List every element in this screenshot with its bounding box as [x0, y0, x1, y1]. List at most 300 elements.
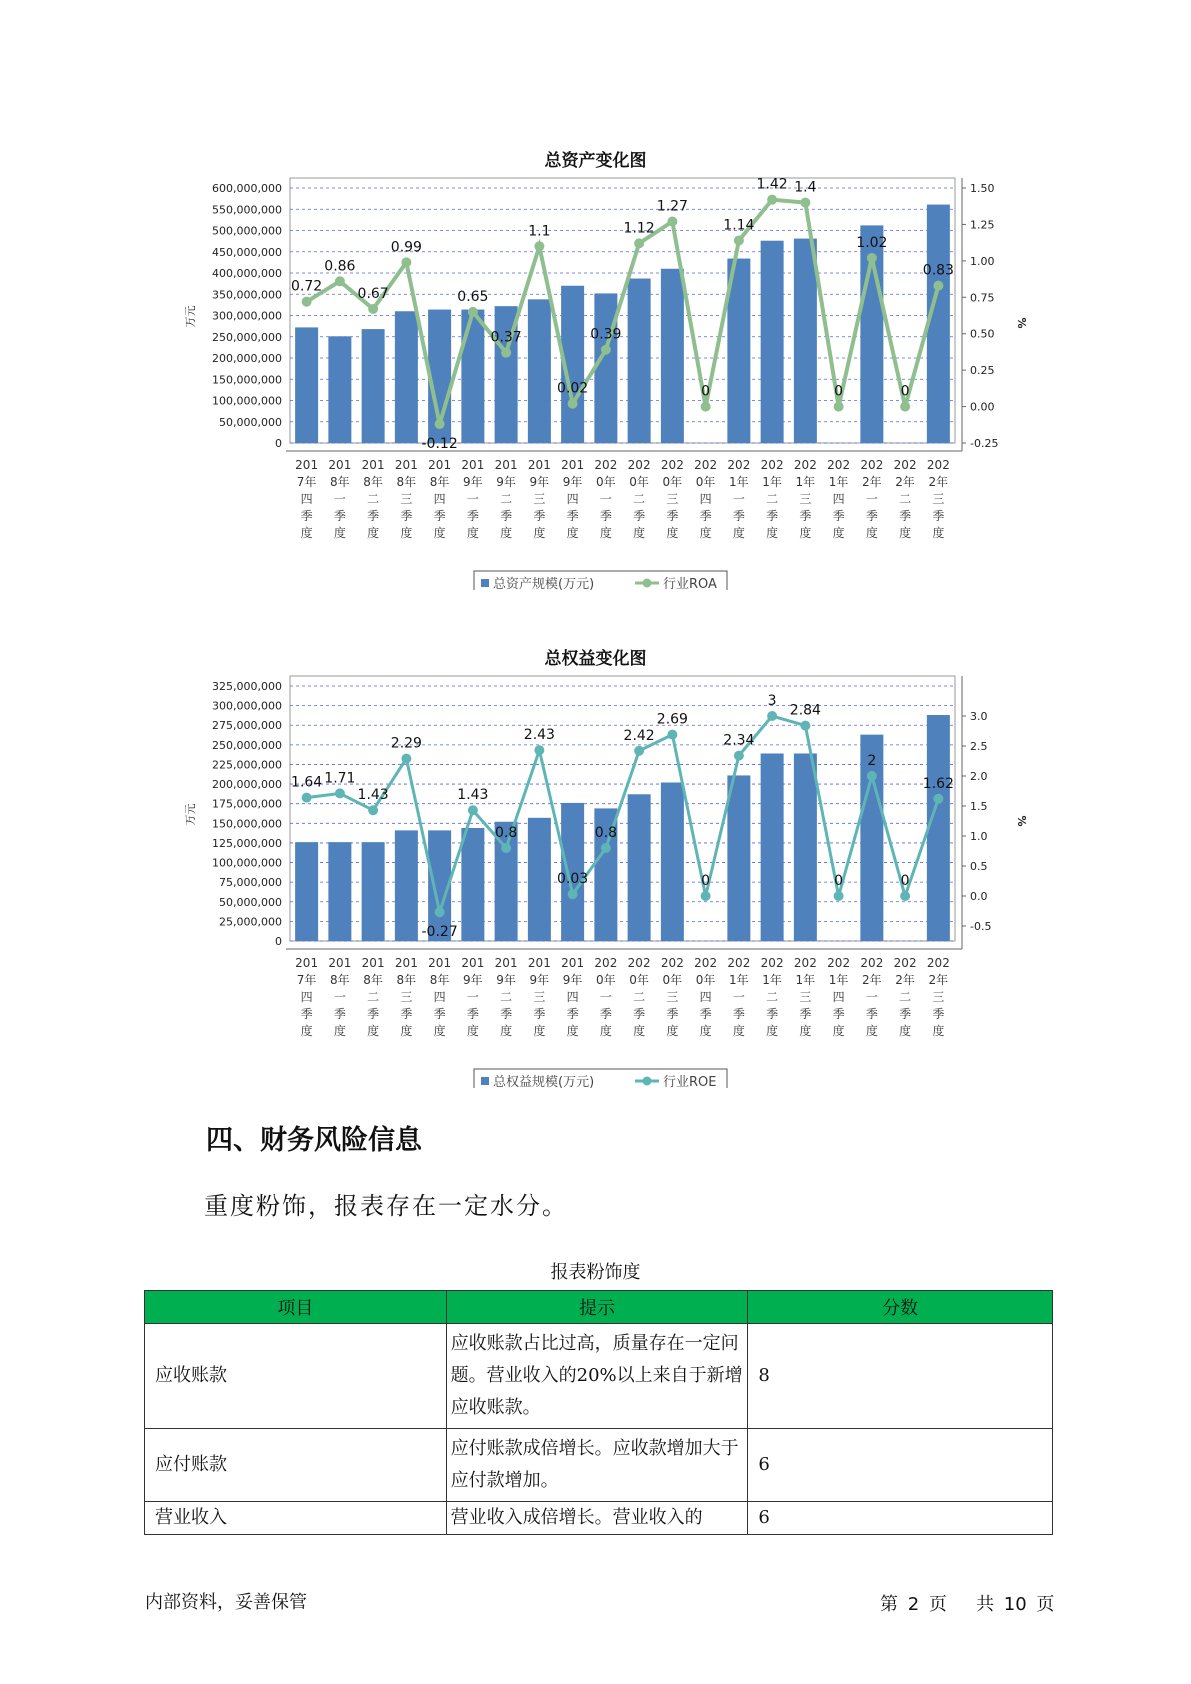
x-tick-label: 季: [732, 509, 745, 523]
data-label: 1.4: [794, 179, 817, 196]
x-tick-label: 三: [666, 492, 679, 506]
x-tick-label: 度: [433, 1024, 446, 1038]
x-tick-label: 季: [433, 509, 446, 523]
x-tick-label: 度: [865, 1024, 878, 1038]
bar: [628, 279, 651, 443]
y2-tick-label: 1.00: [970, 254, 995, 268]
x-tick-label: 202: [860, 458, 884, 472]
data-label: 2.84: [789, 702, 821, 719]
x-tick-label: 一: [732, 492, 745, 506]
x-tick-label: 202: [893, 458, 917, 472]
equity-chart: [0, 668, 1191, 1088]
x-tick-label: 201: [527, 458, 551, 472]
plot-frame: [290, 676, 955, 941]
x-tick-label: 1年: [762, 973, 782, 987]
row-item: 应收账款: [145, 1324, 447, 1429]
row-item: 营业收入: [145, 1502, 447, 1535]
x-tick-label: 季: [466, 509, 479, 523]
series-point: [435, 907, 445, 917]
x-tick-label: 度: [865, 526, 878, 540]
y2-tick-label: 0.25: [970, 364, 995, 378]
series-point: [368, 805, 378, 815]
x-tick-label: 一: [599, 492, 612, 506]
legend-swatch-bar: [481, 579, 489, 587]
x-tick-label: 一: [466, 990, 479, 1004]
x-tick-label: 度: [533, 526, 546, 540]
series-point: [568, 889, 578, 899]
series-point: [601, 345, 611, 355]
x-tick-label: 8年: [396, 475, 417, 489]
x-tick-label: 度: [400, 526, 413, 540]
bar: [628, 794, 651, 941]
x-tick-label: 201: [461, 956, 485, 970]
x-tick-label: 度: [599, 526, 612, 540]
x-tick-label: 度: [566, 526, 579, 540]
x-tick-label: 2年: [928, 475, 949, 489]
x-tick-label: 度: [367, 526, 380, 540]
series-point: [867, 771, 877, 781]
x-tick-label: 四: [699, 990, 712, 1004]
x-tick-label: 二: [500, 492, 513, 506]
x-tick-label: 202: [627, 458, 651, 472]
x-tick-label: 四: [300, 492, 313, 506]
y-tick-label: 50,000,000: [219, 895, 282, 909]
x-tick-label: 四: [566, 990, 579, 1004]
series-point: [568, 399, 578, 409]
y2-axis-label: %: [1015, 317, 1028, 329]
section-paragraph: 重度粉饰，报表存在一定水分。: [204, 1192, 568, 1220]
series-point: [867, 253, 877, 263]
x-tick-label: 三: [533, 492, 546, 506]
x-tick-label: 202: [827, 458, 851, 472]
y-tick-label: 450,000,000: [212, 245, 282, 259]
x-tick-label: 二: [633, 990, 646, 1004]
x-tick-label: 度: [500, 1024, 513, 1038]
x-tick-label: 季: [832, 509, 845, 523]
x-tick-label: 季: [300, 509, 313, 523]
x-tick-label: 季: [766, 1007, 779, 1021]
x-tick-label: 二: [899, 990, 912, 1004]
data-label: 0.8: [494, 825, 518, 841]
data-label: 2.34: [723, 732, 755, 749]
x-tick-label: 度: [367, 1024, 380, 1038]
x-tick-label: 7年: [296, 475, 317, 489]
y-tick-label: 25,000,000: [219, 915, 282, 929]
x-tick-label: 季: [633, 1007, 646, 1021]
series-point: [900, 402, 910, 412]
x-tick-label: 8年: [396, 973, 417, 987]
x-tick-label: 度: [732, 526, 745, 540]
data-label: 1.27: [656, 198, 688, 215]
y2-tick-label: 0.0: [970, 890, 988, 903]
header-score: 分数: [748, 1291, 1053, 1324]
x-tick-label: 度: [466, 526, 479, 540]
bar: [295, 327, 318, 443]
y-tick-label: 225,000,000: [212, 758, 282, 772]
x-tick-label: 三: [799, 492, 812, 506]
x-tick-label: 201: [361, 956, 385, 970]
x-tick-label: 2年: [895, 475, 915, 489]
x-tick-label: 202: [694, 458, 718, 472]
bar: [927, 715, 950, 941]
x-tick-label: 202: [660, 458, 684, 472]
series-point: [468, 307, 478, 317]
data-label: 0.02: [557, 380, 589, 397]
header-item: 项目: [145, 1291, 447, 1324]
series-point: [734, 751, 744, 761]
y-tick-label: 250,000,000: [212, 330, 282, 344]
x-tick-label: 季: [566, 509, 579, 523]
x-tick-label: 三: [799, 990, 812, 1004]
x-tick-label: 0年: [629, 973, 649, 987]
x-tick-label: 四: [699, 492, 712, 506]
x-tick-label: 0年: [596, 973, 616, 987]
x-tick-label: 季: [599, 1007, 612, 1021]
bar: [395, 311, 418, 443]
x-tick-label: 季: [300, 1007, 313, 1021]
x-tick-label: 季: [367, 509, 380, 523]
y-tick-label: 325,000,000: [212, 680, 282, 693]
bar: [295, 842, 318, 941]
x-tick-label: 季: [633, 509, 646, 523]
x-tick-label: 8年: [330, 475, 350, 489]
y-tick-label: 0: [275, 437, 282, 450]
x-tick-label: 9年: [562, 973, 583, 987]
row-hint: 应收账款占比过高，质量存在一定问题。营业收入的20%以上来自于新增应收账款。: [446, 1324, 748, 1429]
x-tick-label: 1年: [795, 475, 816, 489]
x-tick-label: 201: [494, 458, 518, 472]
x-tick-label: 二: [500, 990, 513, 1004]
legend-swatch-bar: [481, 1077, 489, 1085]
x-tick-label: 季: [699, 1007, 712, 1021]
y-tick-label: 550,000,000: [212, 203, 282, 217]
series-point: [601, 843, 611, 853]
x-tick-label: 季: [732, 1007, 745, 1021]
x-tick-label: 9年: [496, 475, 516, 489]
x-tick-label: 一: [865, 492, 878, 506]
x-tick-label: 2年: [928, 973, 949, 987]
x-tick-label: 一: [865, 990, 878, 1004]
x-tick-label: 度: [300, 526, 313, 540]
x-tick-label: 201: [295, 956, 319, 970]
x-tick-label: 201: [361, 458, 385, 472]
x-tick-label: 度: [766, 1024, 779, 1038]
series-point: [335, 788, 345, 798]
x-tick-label: 2年: [895, 973, 915, 987]
series-point: [734, 235, 744, 245]
x-tick-label: 二: [633, 492, 646, 506]
x-tick-label: 二: [899, 492, 912, 506]
series-point: [701, 891, 711, 901]
x-tick-label: 202: [694, 956, 718, 970]
bar: [661, 269, 684, 443]
x-tick-label: 1年: [828, 475, 849, 489]
x-tick-label: 三: [932, 492, 945, 506]
x-tick-label: 202: [660, 956, 684, 970]
y-tick-label: 100,000,000: [212, 394, 282, 408]
series-point: [401, 754, 411, 764]
bar: [362, 842, 385, 941]
x-tick-label: 季: [799, 1007, 812, 1021]
x-tick-label: 2年: [862, 973, 882, 987]
bar: [794, 239, 817, 443]
x-tick-label: 一: [732, 990, 745, 1004]
x-tick-label: 三: [666, 990, 679, 1004]
x-tick-label: 季: [799, 509, 812, 523]
row-score: 6: [748, 1502, 1053, 1535]
data-label: 0.83: [922, 262, 954, 279]
data-label: 1.62: [922, 775, 954, 792]
x-tick-label: 8年: [429, 475, 450, 489]
data-label: 0: [834, 383, 844, 400]
bar: [328, 842, 351, 941]
data-label: 1.12: [623, 220, 655, 237]
x-tick-label: 202: [893, 956, 917, 970]
data-label: 1.43: [457, 787, 489, 804]
x-tick-label: 0年: [662, 475, 683, 489]
x-tick-label: 季: [932, 509, 945, 523]
x-tick-label: 2年: [862, 475, 882, 489]
assets-chart: [0, 170, 1191, 590]
y-tick-label: 400,000,000: [212, 267, 282, 280]
row-hint: 营业收入成倍增长。营业收入的: [446, 1502, 748, 1535]
row-score: 6: [748, 1429, 1053, 1502]
x-tick-label: 四: [566, 492, 579, 506]
x-tick-label: 201: [328, 458, 352, 472]
x-tick-label: 202: [594, 956, 618, 970]
x-tick-label: 201: [561, 458, 585, 472]
bar: [528, 299, 551, 443]
series-point: [834, 891, 844, 901]
x-tick-label: 度: [832, 526, 845, 540]
data-label: 0.03: [557, 871, 589, 888]
data-label: 0.37: [490, 329, 522, 346]
x-tick-label: 7年: [296, 973, 317, 987]
footer-page: 第 2 页: [880, 1594, 947, 1615]
x-tick-label: 9年: [562, 475, 583, 489]
x-tick-label: 9年: [529, 475, 550, 489]
data-label: 1.1: [528, 223, 551, 240]
plot-frame: [290, 178, 955, 443]
x-tick-label: 季: [932, 1007, 945, 1021]
risk-table: [144, 1290, 1053, 1535]
x-tick-label: 9年: [463, 973, 483, 987]
x-tick-label: 季: [865, 1007, 878, 1021]
series-point: [534, 241, 544, 251]
x-tick-label: 0年: [629, 475, 649, 489]
y-tick-label: 300,000,000: [212, 309, 282, 323]
x-tick-label: 度: [932, 526, 945, 540]
y-tick-label: 600,000,000: [212, 182, 282, 195]
data-label: 1.02: [856, 234, 888, 251]
x-tick-label: 202: [760, 956, 784, 970]
x-tick-label: 季: [500, 509, 513, 523]
x-tick-label: 季: [666, 1007, 679, 1021]
series-point: [435, 419, 445, 429]
x-tick-label: 202: [760, 458, 784, 472]
x-tick-label: 四: [433, 990, 446, 1004]
data-label: 1.43: [357, 787, 389, 804]
legend-label-line: 行业ROE: [663, 1075, 717, 1088]
x-tick-label: 202: [594, 458, 618, 472]
x-tick-label: 度: [300, 1024, 313, 1038]
x-tick-label: 9年: [496, 973, 516, 987]
x-tick-label: 8年: [363, 973, 383, 987]
chart-title-equity: 总权益变化图: [544, 649, 647, 669]
x-tick-label: 度: [333, 526, 346, 540]
data-label: 0: [834, 873, 844, 889]
x-tick-label: 季: [899, 1007, 912, 1021]
x-tick-label: 度: [799, 1024, 812, 1038]
series-point: [667, 730, 677, 740]
bar: [328, 336, 351, 443]
series-point: [900, 891, 910, 901]
series-point: [335, 276, 345, 286]
series-point: [767, 195, 777, 205]
row-score: 8: [748, 1324, 1053, 1429]
x-tick-label: 季: [400, 509, 413, 523]
x-tick-label: 度: [333, 1024, 346, 1038]
bar: [395, 830, 418, 941]
x-tick-label: 1年: [762, 475, 782, 489]
series-point: [767, 711, 777, 721]
x-tick-label: 度: [699, 1024, 712, 1038]
y-axis-label: 万元: [184, 305, 197, 328]
bar: [761, 753, 784, 941]
x-tick-label: 度: [932, 1024, 945, 1038]
x-tick-label: 度: [500, 526, 513, 540]
data-label: 1.64: [291, 774, 323, 791]
x-tick-label: 四: [832, 492, 845, 506]
data-label: 1.71: [324, 770, 356, 787]
x-tick-label: 三: [533, 990, 546, 1004]
y2-axis-label: %: [1015, 815, 1028, 827]
x-tick-label: 202: [827, 956, 851, 970]
x-tick-label: 202: [627, 956, 651, 970]
data-label: 1.42: [756, 176, 788, 193]
series-point: [800, 721, 810, 731]
y2-tick-label: 0.00: [970, 400, 995, 414]
x-tick-label: 度: [566, 1024, 579, 1038]
y-tick-label: 275,000,000: [212, 719, 282, 733]
y-tick-label: 200,000,000: [212, 778, 282, 792]
y-tick-label: 0: [275, 935, 282, 948]
x-tick-label: 8年: [330, 973, 350, 987]
data-label: 2: [867, 753, 877, 769]
x-tick-label: 0年: [695, 973, 716, 987]
data-label: 2.43: [523, 727, 555, 744]
x-tick-label: 季: [400, 1007, 413, 1021]
data-label: 2.69: [656, 711, 688, 728]
x-tick-label: 季: [533, 509, 546, 523]
series-point: [634, 746, 644, 756]
footer-page-number: [880, 1590, 1054, 1616]
bar: [727, 775, 750, 941]
x-tick-label: 季: [466, 1007, 479, 1021]
x-tick-label: 季: [666, 509, 679, 523]
x-tick-label: 1年: [795, 973, 816, 987]
series-point: [468, 805, 478, 815]
x-tick-label: 202: [793, 458, 817, 472]
x-tick-label: 度: [732, 1024, 745, 1038]
y2-tick-label: 2.5: [970, 740, 988, 753]
y2-tick-label: 1.25: [970, 218, 995, 232]
x-tick-label: 季: [599, 509, 612, 523]
x-tick-label: 季: [566, 1007, 579, 1021]
y-tick-label: 175,000,000: [212, 797, 282, 811]
y-tick-label: 125,000,000: [212, 836, 282, 850]
table-row: [145, 1429, 1053, 1502]
table-caption: 报表粉饰度: [550, 1262, 641, 1283]
y2-tick-label: 1.50: [970, 182, 995, 195]
x-tick-label: 二: [367, 990, 380, 1004]
legend-label-line: 行业ROA: [663, 577, 717, 590]
bar: [927, 205, 950, 443]
y-tick-label: 150,000,000: [212, 373, 282, 387]
series-point: [933, 281, 943, 291]
y2-tick-label: 2.0: [970, 770, 988, 783]
bar: [794, 753, 817, 941]
y2-tick-label: -0.5: [970, 920, 992, 933]
series-point: [501, 843, 511, 853]
x-tick-label: 9年: [529, 973, 550, 987]
data-label: -0.12: [421, 436, 458, 453]
x-tick-label: 季: [899, 509, 912, 523]
series-point: [501, 348, 511, 358]
y2-tick-label: 0.5: [970, 860, 988, 873]
footer-total: 共 10 页: [976, 1594, 1055, 1615]
x-tick-label: 202: [793, 956, 817, 970]
x-tick-label: 季: [533, 1007, 546, 1021]
table-row: [145, 1502, 1053, 1535]
x-tick-label: 202: [860, 956, 884, 970]
x-tick-label: 三: [932, 990, 945, 1004]
y2-tick-label: 3.0: [970, 710, 988, 723]
x-tick-label: 1年: [828, 973, 849, 987]
y-tick-label: 150,000,000: [212, 817, 282, 831]
x-tick-label: 二: [367, 492, 380, 506]
x-tick-label: 0年: [662, 973, 683, 987]
x-tick-label: 季: [699, 509, 712, 523]
series-point: [834, 402, 844, 412]
x-tick-label: 201: [394, 458, 418, 472]
series-point: [302, 297, 312, 307]
legend-swatch-point: [643, 579, 652, 588]
x-tick-label: 四: [300, 990, 313, 1004]
data-label: 0.67: [357, 285, 389, 302]
data-label: 0.86: [324, 258, 356, 275]
x-tick-label: 四: [832, 990, 845, 1004]
x-tick-label: 201: [461, 458, 485, 472]
data-label: 1.14: [723, 217, 755, 234]
x-tick-label: 201: [328, 956, 352, 970]
data-label: 2.29: [390, 735, 422, 752]
series-point: [701, 402, 711, 412]
x-tick-label: 0年: [596, 475, 616, 489]
x-tick-label: 202: [926, 458, 950, 472]
x-tick-label: 度: [633, 526, 646, 540]
series-point: [800, 198, 810, 208]
data-label: 0: [900, 873, 910, 889]
row-hint: 应付账款成倍增长。应收款增加大于应付款增加。: [446, 1429, 748, 1502]
x-tick-label: 度: [599, 1024, 612, 1038]
data-label: 0.65: [457, 288, 489, 305]
x-tick-label: 度: [799, 526, 812, 540]
bar: [661, 783, 684, 941]
x-tick-label: 度: [433, 526, 446, 540]
bar: [528, 818, 551, 941]
y2-tick-label: 1.5: [970, 800, 988, 813]
